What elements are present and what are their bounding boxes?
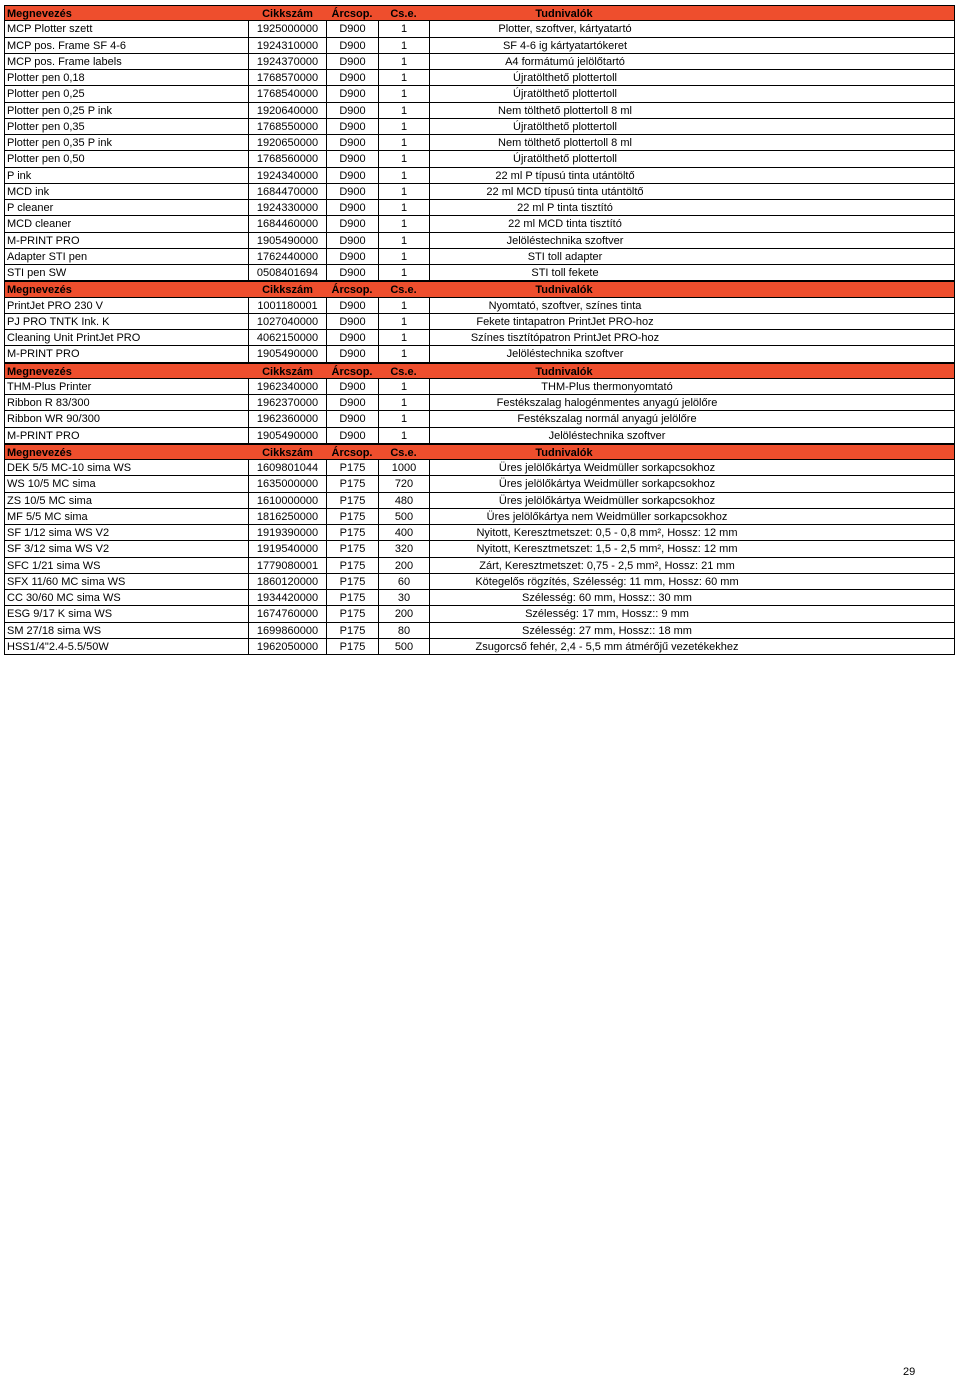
table-row [4,151,955,167]
table-row [4,265,955,281]
cell-info-text: Színes tisztítópatron PrintJet PRO-hoz [470,332,660,344]
cell-info [429,54,955,70]
cell-info-text: Újratölthető plottertoll [513,88,617,101]
cell-code: 1962050000 [248,639,326,655]
cell-name: M-PRINT PRO [4,346,248,362]
column-header-info [429,282,953,296]
cell-qty: 1 [378,168,429,184]
cell-name: SF 1/12 sima WS V2 [4,525,248,541]
cell-qty: 1 [378,330,429,346]
cell-qty: 1 [378,184,429,200]
cell-name: ESG 9/17 K sima WS [4,606,248,622]
cell-code: 1768560000 [248,151,326,167]
cell-info [429,379,955,395]
cell-info [429,541,955,557]
cell-qty: 320 [378,541,429,557]
cell-qty: 1000 [378,460,429,476]
cell-price: D900 [326,200,378,216]
table-row [4,330,955,346]
cell-info [429,493,955,509]
cell-info [429,265,955,281]
table-row [4,623,955,639]
table-row [4,476,955,492]
cell-info-text: Újratölthető plottertoll [513,153,617,166]
cell-name: SF 3/12 sima WS V2 [4,541,248,557]
table-row [4,216,955,232]
cell-name: MF 5/5 MC sima [4,509,248,525]
cell-qty: 1 [378,233,429,249]
cell-name: P cleaner [4,200,248,216]
cell-price: P175 [326,493,378,509]
cell-name: Plotter pen 0,35 [4,119,248,135]
cell-info [429,38,955,54]
cell-price: D900 [326,119,378,135]
cell-code: 1934420000 [248,590,326,606]
cell-info [429,86,955,102]
cell-info-text: Festékszalag normál anyagú jelölőre [517,413,697,426]
column-header-label: Tudnivalók [535,284,593,297]
table-row [4,249,955,265]
column-header-code: Cikkszám [262,284,313,297]
cell-code: 1684460000 [248,216,326,232]
cell-info [429,411,955,427]
cell-info-text: Üres jelölőkártya nem Weidmüller sorkapcsokhoz [486,510,728,523]
cell-name: THM-Plus Printer [4,379,248,395]
cell-info [429,395,955,411]
cell-price: D900 [326,346,378,362]
table-row [4,119,955,135]
cell-price: P175 [326,525,378,541]
cell-info-text: Plotter, szoftver, kártyatartó [498,23,632,36]
cell-name: MCD ink [4,184,248,200]
cell-info [429,558,955,574]
cell-info [429,314,955,330]
cell-name: Ribbon R 83/300 [4,395,248,411]
column-header-qty: Cs.e. [390,446,417,459]
cell-info-text: 22 ml P tinta tisztító [517,202,613,214]
column-header-info [429,6,953,20]
cell-info-text: Jelöléstechnika szoftver [506,348,624,361]
table-row [4,460,955,476]
cell-info-text: 22 ml MCD tinta tisztító [508,218,622,231]
cell-qty: 1 [378,216,429,232]
cell-qty: 720 [378,476,429,492]
table-row [4,200,955,216]
cell-price: D900 [326,298,378,314]
cell-price: D900 [326,70,378,86]
table-row [4,314,955,330]
cell-code: 1674760000 [248,606,326,622]
cell-price: D900 [326,216,378,232]
cell-price: D900 [326,21,378,37]
column-header-label: Tudnivalók [535,8,593,20]
cell-code: 1860120000 [248,574,326,590]
column-header-price: Árcsop. [331,446,373,459]
cell-code: 1962360000 [248,411,326,427]
cell-code: 1920640000 [248,103,326,119]
cell-code: 1001180001 [248,298,326,314]
table-row [4,135,955,151]
cell-qty: 1 [378,21,429,37]
cell-info-text: Fekete tintapatron PrintJet PRO-hoz [476,315,654,328]
cell-info-text: 22 ml MCD típusú tinta utántöltő [486,185,644,198]
column-header-qty: Cs.e. [390,8,417,20]
cell-code: 1610000000 [248,493,326,509]
cell-name: Plotter pen 0,25 [4,86,248,102]
cell-name: ZS 10/5 MC sima [4,493,248,509]
cell-info [429,428,955,444]
cell-info-text: 22 ml P típusú tinta utántöltő [495,169,635,182]
cell-qty: 1 [378,411,429,427]
table-row [4,379,955,395]
cell-price: P175 [326,590,378,606]
cell-info [429,639,955,655]
cell-code: 1027040000 [248,314,326,330]
cell-price: D900 [326,233,378,249]
cell-code: 0508401694 [248,265,326,281]
column-header-info [429,364,953,378]
cell-code: 1924370000 [248,54,326,70]
cell-qty: 1 [378,151,429,167]
table-row [4,574,955,590]
cell-price: D900 [326,151,378,167]
cell-name: M-PRINT PRO [4,233,248,249]
table-row [4,606,955,622]
column-header-code: Cikkszám [262,8,313,20]
cell-price: P175 [326,558,378,574]
cell-info-text: Nyitott, Keresztmetszet: 1,5 - 2,5 mm², Hossz: 12 mm [476,543,738,556]
cell-info-text: Szélesség: 27 mm, Hossz:: 18 mm [522,624,692,637]
cell-qty: 1 [378,119,429,135]
table-row [4,590,955,606]
cell-info-text: Szélesség: 17 mm, Hossz:: 9 mm [525,608,689,621]
cell-qty: 1 [378,70,429,86]
cell-qty: 30 [378,590,429,606]
cell-price: D900 [326,265,378,281]
table-row [4,103,955,119]
cell-code: 4062150000 [248,330,326,346]
table-row [4,541,955,557]
cell-code: 1762440000 [248,249,326,265]
cell-qty: 400 [378,525,429,541]
table-row [4,428,955,444]
cell-info [429,70,955,86]
cell-price: P175 [326,460,378,476]
cell-info-text: Nyitott, Keresztmetszet: 0,5 - 0,8 mm², Hossz: 12 mm [476,527,738,539]
cell-code: 1924330000 [248,200,326,216]
cell-name: Plotter pen 0,25 P ink [4,103,248,119]
column-header-name: Megnevezés [7,446,72,459]
cell-info [429,606,955,622]
cell-info [429,460,955,476]
cell-price: D900 [326,330,378,346]
column-header-price: Árcsop. [331,365,373,378]
cell-qty: 1 [378,200,429,216]
cell-info-text: A4 formátumú jelölőtartó [505,55,625,68]
cell-qty: 1 [378,395,429,411]
cell-qty: 1 [378,86,429,102]
page-number: 29 [903,1366,916,1378]
cell-qty: 1 [378,265,429,281]
cell-name: Cleaning Unit PrintJet PRO [4,330,248,346]
cell-info [429,298,955,314]
section-header-row [4,363,955,379]
column-header-name: Megnevezés [7,8,72,20]
cell-info [429,525,955,541]
cell-qty: 80 [378,623,429,639]
section-header-row [4,5,955,21]
cell-info-text: Üres jelölőkártya Weidmüller sorkapcsokhoz [498,478,716,491]
table-row [4,298,955,314]
cell-qty: 1 [378,54,429,70]
table-row [4,493,955,509]
cell-info [429,509,955,525]
cell-price: D900 [326,314,378,330]
column-header-name: Megnevezés [7,284,72,297]
section-header-row [4,281,955,297]
cell-info [429,184,955,200]
cell-code: 1768550000 [248,119,326,135]
cell-info [429,103,955,119]
cell-price: D900 [326,135,378,151]
cell-price: D900 [326,38,378,54]
table-row [4,346,955,362]
cell-qty: 500 [378,509,429,525]
cell-info [429,233,955,249]
cell-code: 1919540000 [248,541,326,557]
cell-info [429,623,955,639]
cell-price: D900 [326,184,378,200]
column-header-name: Megnevezés [7,365,72,378]
cell-name: PJ PRO TNTK Ink. K [4,314,248,330]
column-header-price: Árcsop. [331,8,373,20]
cell-code: 1920650000 [248,135,326,151]
cell-info [429,200,955,216]
cell-info [429,574,955,590]
price-table [4,5,955,655]
cell-code: 1962370000 [248,395,326,411]
table-row [4,168,955,184]
cell-code: 1925000000 [248,21,326,37]
cell-code: 1905490000 [248,428,326,444]
cell-price: P175 [326,509,378,525]
table-row [4,395,955,411]
table-row [4,411,955,427]
column-header-qty: Cs.e. [390,365,417,378]
column-header-code: Cikkszám [262,365,313,378]
cell-qty: 1 [378,38,429,54]
cell-qty: 1 [378,249,429,265]
cell-info-text: STI toll adapter [527,250,603,263]
table-row [4,525,955,541]
cell-info [429,249,955,265]
cell-code: 1816250000 [248,509,326,525]
column-header-price: Árcsop. [331,284,373,297]
cell-info-text: Üres jelölőkártya Weidmüller sorkapcsokhoz [498,462,716,474]
cell-name: Plotter pen 0,18 [4,70,248,86]
cell-price: D900 [326,54,378,70]
cell-price: P175 [326,541,378,557]
cell-info-text: Nyomtató, szoftver, színes tinta [488,299,642,312]
table-row [4,21,955,37]
cell-price: P175 [326,639,378,655]
cell-qty: 1 [378,346,429,362]
cell-code: 1779080001 [248,558,326,574]
cell-code: 1609801044 [248,460,326,476]
cell-info-text: Szélesség: 60 mm, Hossz:: 30 mm [522,592,692,604]
cell-info [429,590,955,606]
cell-info [429,330,955,346]
cell-info [429,476,955,492]
cell-code: 1919390000 [248,525,326,541]
cell-code: 1905490000 [248,346,326,362]
column-header-code: Cikkszám [262,446,313,459]
cell-code: 1768540000 [248,86,326,102]
cell-info-text: STI toll fekete [531,267,599,279]
column-header-label: Tudnivalók [535,446,593,459]
cell-name: MCP pos. Frame SF 4-6 [4,38,248,54]
cell-name: P ink [4,168,248,184]
cell-info-text: Festékszalag halogénmentes anyagú jelölőre [496,397,718,409]
cell-info-text: SF 4-6 ig kártyatartókeret [502,39,628,52]
cell-qty: 1 [378,103,429,119]
cell-code: 1924340000 [248,168,326,184]
column-header-info [429,445,953,459]
cell-name: MCD cleaner [4,216,248,232]
cell-info-text: Üres jelölőkártya Weidmüller sorkapcsokhoz [498,494,716,507]
table-row [4,38,955,54]
cell-qty: 200 [378,606,429,622]
cell-info-text: Jelöléstechnika szoftver [506,234,624,247]
cell-price: D900 [326,168,378,184]
cell-code: 1684470000 [248,184,326,200]
cell-qty: 200 [378,558,429,574]
cell-price: P175 [326,476,378,492]
cell-name: PrintJet PRO 230 V [4,298,248,314]
cell-qty: 1 [378,379,429,395]
cell-name: SFX 11/60 MC sima WS [4,574,248,590]
cell-info-text: Kötegelős rögzítés, Szélesség: 11 mm, Hossz: 60 mm [475,575,739,588]
cell-price: D900 [326,249,378,265]
cell-name: Plotter pen 0,50 [4,151,248,167]
cell-price: D900 [326,411,378,427]
cell-price: D900 [326,395,378,411]
cell-price: P175 [326,574,378,590]
cell-qty: 1 [378,428,429,444]
cell-name: SM 27/18 sima WS [4,623,248,639]
cell-name: MCP pos. Frame labels [4,54,248,70]
cell-code: 1699860000 [248,623,326,639]
cell-qty: 1 [378,298,429,314]
table-row [4,184,955,200]
cell-name: SFC 1/21 sima WS [4,558,248,574]
table-row [4,639,955,655]
cell-info [429,168,955,184]
cell-qty: 500 [378,639,429,655]
cell-info [429,346,955,362]
cell-info-text: Újratölthető plottertoll [513,72,617,84]
cell-price: D900 [326,103,378,119]
cell-info [429,151,955,167]
cell-price: D900 [326,86,378,102]
table-row [4,86,955,102]
table-row [4,558,955,574]
table-row [4,70,955,86]
section-header-row [4,444,955,460]
cell-info-text: Nem tölthető plottertoll 8 ml [498,104,632,117]
column-header-label: Tudnivalók [535,365,593,378]
cell-info [429,119,955,135]
cell-info-text: Újratölthető plottertoll [513,120,617,133]
cell-price: D900 [326,428,378,444]
cell-code: 1905490000 [248,233,326,249]
table-row [4,509,955,525]
cell-info-text: Nem tölthető plottertoll 8 ml [498,137,632,149]
cell-price: P175 [326,606,378,622]
cell-qty: 1 [378,135,429,151]
cell-info-text: Zsugorcső fehér, 2,4 - 5,5 mm átmérőjű vezetékekhez [475,640,739,653]
cell-name: MCP Plotter szett [4,21,248,37]
cell-info [429,216,955,232]
cell-name: Plotter pen 0,35 P ink [4,135,248,151]
column-header-qty: Cs.e. [390,284,417,297]
cell-name: HSS1/4"2.4-5.5/50W [4,639,248,655]
cell-name: WS 10/5 MC sima [4,476,248,492]
cell-name: DEK 5/5 MC-10 sima WS [4,460,248,476]
cell-qty: 60 [378,574,429,590]
cell-name: M-PRINT PRO [4,428,248,444]
cell-name: Adapter STI pen [4,249,248,265]
cell-code: 1635000000 [248,476,326,492]
cell-info-text: THM-Plus thermonyomtató [541,380,673,393]
cell-name: CC 30/60 MC sima WS [4,590,248,606]
cell-name: STI pen SW [4,265,248,281]
table-row [4,233,955,249]
cell-info [429,135,955,151]
cell-code: 1962340000 [248,379,326,395]
cell-name: Ribbon WR 90/300 [4,411,248,427]
cell-qty: 480 [378,493,429,509]
cell-price: D900 [326,379,378,395]
cell-price: P175 [326,623,378,639]
cell-qty: 1 [378,314,429,330]
cell-info-text: Zárt, Keresztmetszet: 0,75 - 2,5 mm², Hossz: 21 mm [479,559,735,572]
cell-code: 1924310000 [248,38,326,54]
cell-info-text: Jelöléstechnika szoftver [548,429,666,442]
cell-code: 1768570000 [248,70,326,86]
cell-info [429,21,955,37]
table-row [4,54,955,70]
